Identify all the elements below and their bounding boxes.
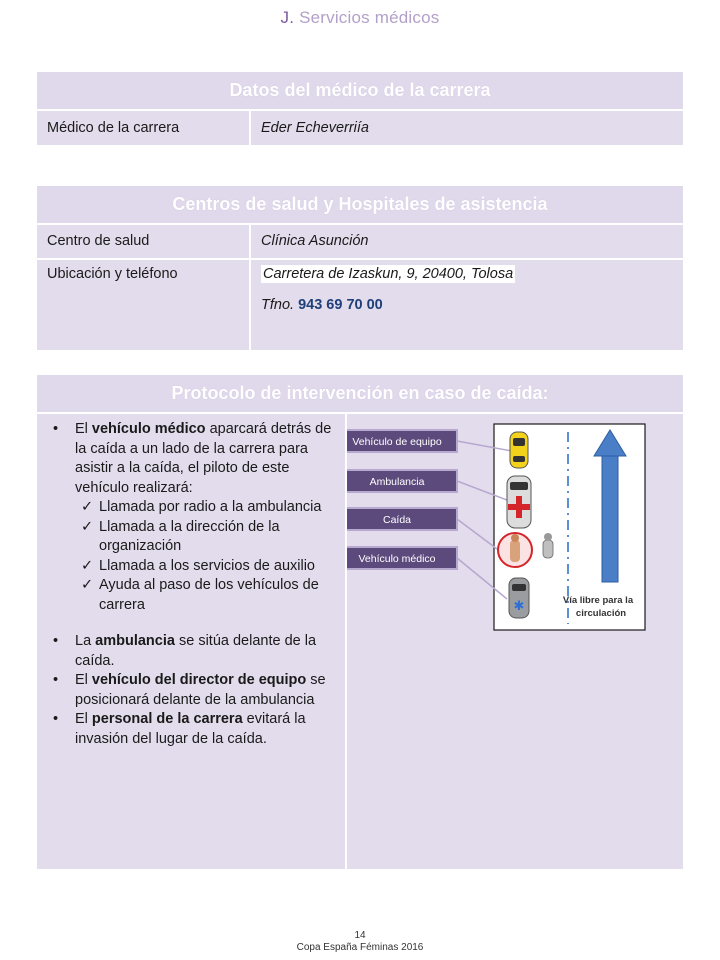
ubicacion-value	[251, 260, 683, 350]
medico-label: Médico de la carrera	[37, 111, 251, 145]
bullet-text: El	[75, 672, 92, 688]
bullet-director-equipo	[49, 671, 337, 710]
cyclist-icon	[543, 533, 553, 558]
check-text: Llamada por radio a la ambulancia	[99, 499, 322, 515]
bullet-bold: vehículo del director de equipo	[91, 672, 307, 688]
ubicacion-row	[37, 258, 683, 350]
check-icon: ✓	[81, 518, 94, 535]
check-item	[49, 498, 337, 518]
phone-prefix: Tfno.	[261, 297, 295, 313]
address-text: Carretera de Izaskun, 9, 20400, Tolosa	[263, 266, 514, 282]
bullet-text: se posicionará delante de la ambulancia	[75, 672, 326, 708]
bullet-text: El	[75, 421, 92, 437]
medico-value: Eder Echeverriía	[261, 120, 369, 136]
bullet-bold: ambulancia	[95, 633, 175, 649]
check-icon: ✓	[81, 577, 94, 593]
phone-number: 943 69 70 00	[298, 297, 383, 313]
centro-label: Centro de salud	[37, 225, 251, 258]
centro-row	[37, 223, 683, 258]
bullet-text: aparcará detrás de la caída a un lado de la carrera para asistir a la caída, el piloto de este vehículo realizará:	[75, 421, 332, 496]
check-icon: ✓	[81, 499, 94, 515]
phone-line	[261, 297, 673, 313]
footer-title: Copa España Féminas 2016	[296, 942, 424, 953]
connector-line	[457, 519, 497, 549]
check-item	[49, 576, 337, 615]
label-vehiculo-medico: Vehículo médico	[358, 553, 436, 565]
centro-value: Clínica Asunción	[261, 233, 369, 249]
medical-car-icon	[509, 578, 529, 618]
section-name: Servicios médicos	[299, 8, 440, 27]
svg-text:✱: ✱	[513, 599, 525, 614]
protocolo-table	[37, 375, 683, 869]
medico-heading: Datos del médico de la carrera	[37, 72, 683, 109]
bullet-bold: personal de la carrera	[91, 711, 243, 727]
label-caida: Caída	[382, 514, 412, 526]
medico-table	[37, 72, 683, 145]
ambulance-icon	[507, 476, 531, 528]
crash-icon	[498, 533, 532, 567]
bullet-text: El	[75, 711, 92, 727]
road-text-line2: circulación	[575, 608, 627, 619]
page-number: 14	[354, 930, 366, 941]
check-icon: ✓	[81, 557, 94, 574]
label-vehiculo-equipo: Vehículo de equipo	[352, 436, 442, 448]
protocolo-text	[37, 414, 347, 869]
bullet-bold: vehículo médico	[91, 421, 206, 437]
protocolo-body	[37, 412, 683, 869]
check-item	[49, 557, 337, 577]
medico-row	[37, 109, 683, 145]
bullet-ambulancia	[49, 632, 337, 671]
bullet-vehiculo-medico	[49, 420, 337, 498]
check-text: Llamada a la dirección de la organización	[99, 518, 280, 554]
ubicacion-label: Ubicación y teléfono	[37, 260, 251, 350]
bullet-text: se sitúa delante de la caída.	[75, 633, 317, 669]
centros-table	[37, 186, 683, 350]
check-list	[49, 498, 337, 615]
crash-protocol-diagram	[347, 414, 681, 644]
team-car-icon	[510, 432, 528, 468]
label-ambulancia: Ambulancia	[369, 476, 425, 488]
check-text: Llamada a los servicios de auxilio	[99, 557, 315, 574]
section-letter: J.	[280, 8, 295, 27]
diagram-area	[347, 414, 683, 869]
centros-heading: Centros de salud y Hospitales de asistencia	[37, 186, 683, 223]
bullet-text: La	[75, 633, 96, 649]
check-text: Ayuda al paso de los vehículos de carrera	[99, 577, 319, 613]
section-title	[0, 8, 720, 28]
bullet-personal	[49, 710, 337, 749]
bullet-text: evitará la invasión del lugar de la caída.	[75, 711, 306, 747]
road-text-line1: Vía libre para la	[562, 595, 634, 606]
protocolo-heading: Protocolo de intervención en caso de caída:	[37, 375, 683, 412]
check-item	[49, 518, 337, 557]
